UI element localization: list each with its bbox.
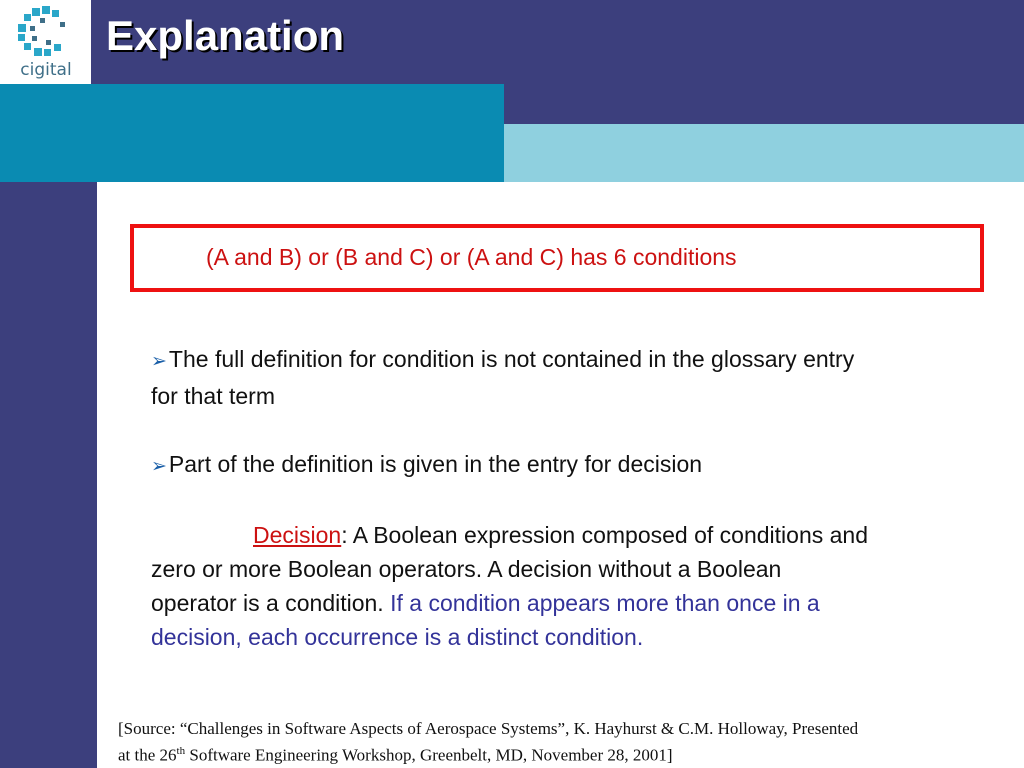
arrow-bullet-icon: ➢: [151, 351, 167, 372]
header-teal-band: [0, 84, 504, 182]
logo: [0, 0, 91, 84]
header-light-band: [504, 124, 1024, 182]
source-line-2: [118, 740, 998, 767]
definition-emphasis: If a condition appears more than once in a decision, each occurrence is a distinct condition.: [151, 590, 820, 650]
bullet-item: [151, 447, 871, 484]
definition-term: Decision: [253, 522, 342, 548]
arrow-bullet-icon: ➢: [151, 456, 167, 477]
bullet-text: Part of the definition is given in the entry for decision: [168, 451, 703, 477]
highlight-text: (A and B) or (B and C) or (A and C) has 6 conditions: [206, 244, 737, 270]
cigital-dotted-c-logo-icon: [16, 6, 68, 58]
source-line-2-end: Software Engineering Workshop, Greenbelt, MD, November 28, 2001]: [185, 745, 673, 765]
body-content: [151, 342, 871, 654]
source-line-1: [Source: “Challenges in Software Aspects of Aerospace Systems”, K. Hayhurst & C.M. Holloway, Presented: [118, 719, 859, 738]
page-title: Explanation: [106, 12, 345, 59]
bullet-item: [151, 342, 871, 413]
left-navy-strip: [0, 182, 97, 768]
bullet-text: The full definition for condition is not contained in the glossary entry for that term: [151, 346, 855, 409]
source-citation: [118, 717, 998, 767]
logo-text: cigital: [20, 60, 72, 80]
highlight-box: [130, 224, 984, 292]
definition-paragraph: [151, 518, 871, 654]
source-line-2-start: at the 26: [118, 745, 177, 765]
definition-text: : A Boolean expression composed of conditions and zero or more Boolean operators. A decision without a Boolean operator is a condition.: [151, 522, 869, 616]
source-ordinal: th: [176, 745, 186, 757]
